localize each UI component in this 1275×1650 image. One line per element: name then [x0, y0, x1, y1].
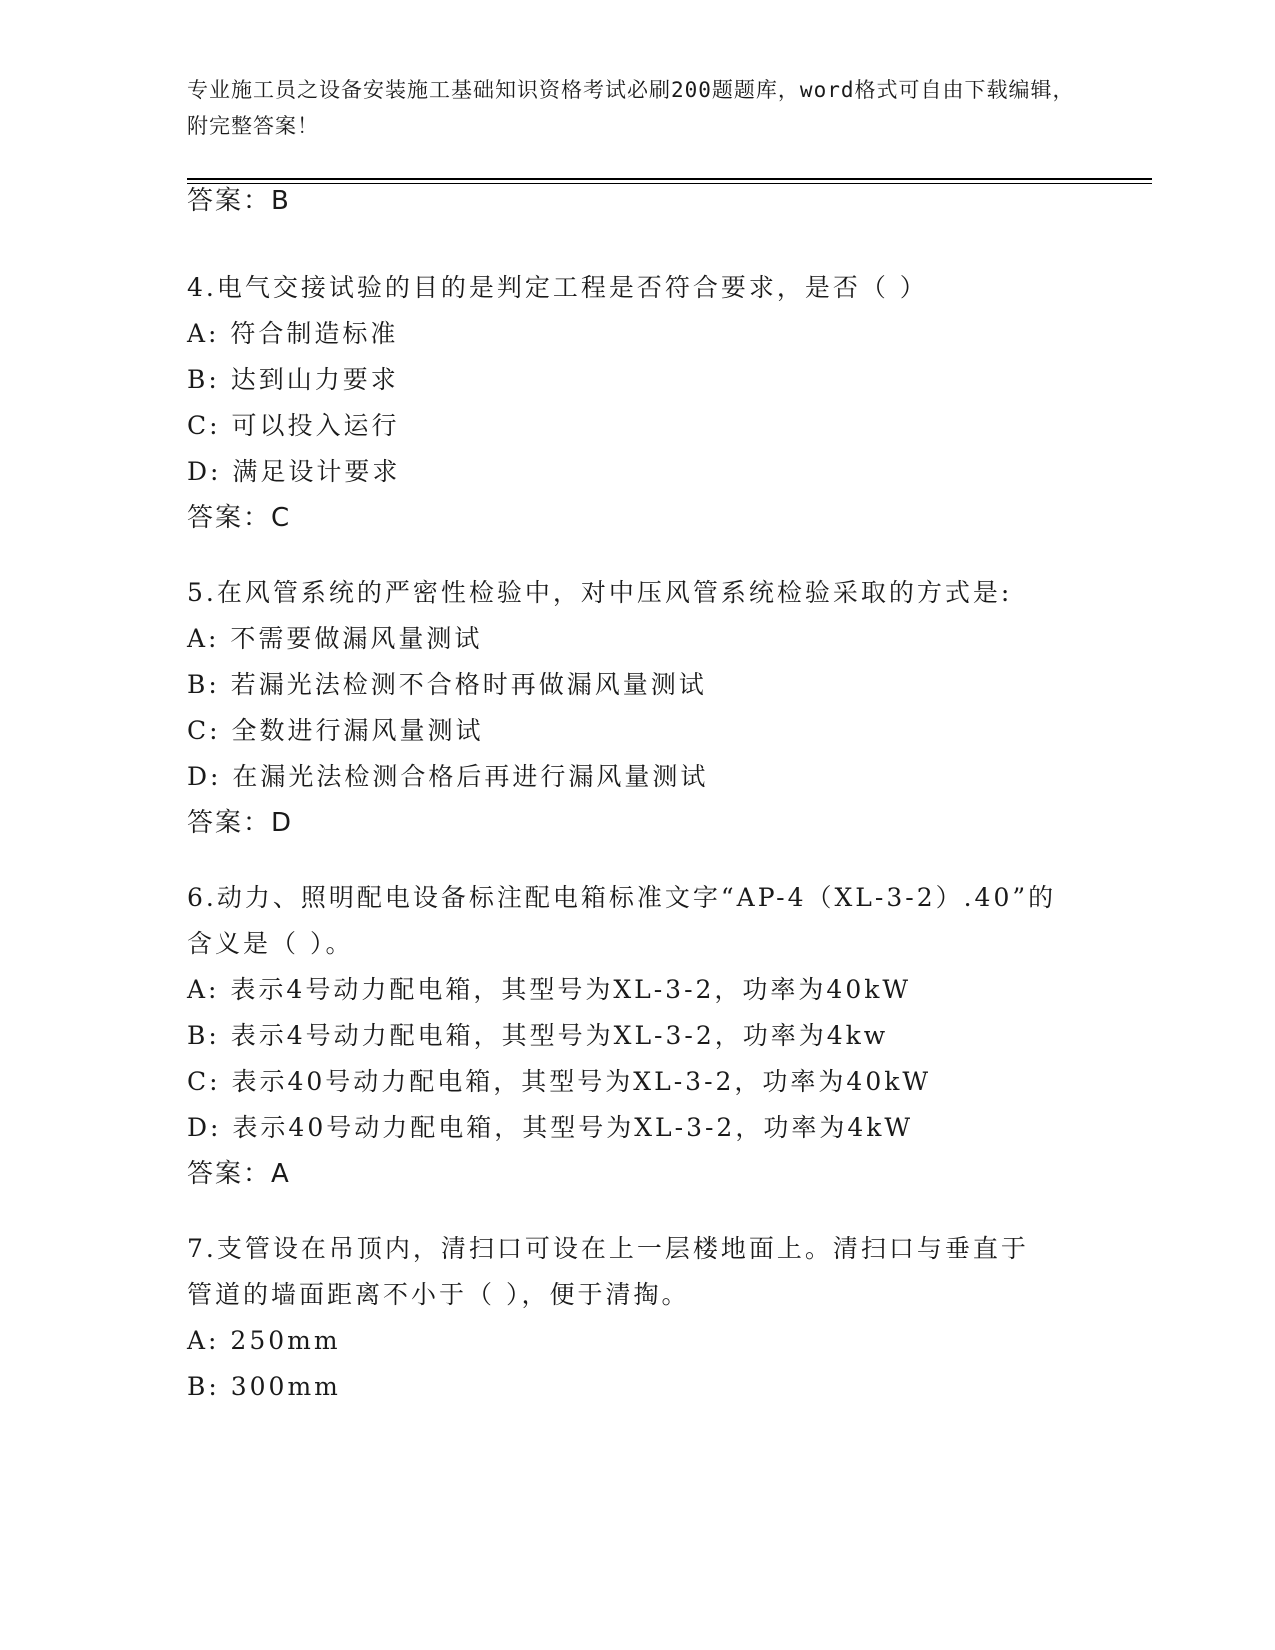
- question-7: [187, 1226, 1087, 1410]
- question-stem-line-2: 含义是（ ）。: [187, 929, 354, 958]
- question-5: [187, 570, 1087, 846]
- option-a: A: 不需要做漏风量测试: [187, 624, 483, 653]
- question-stem-line-2: 管道的墙面距离不小于（ ），便于清掏。: [187, 1280, 690, 1309]
- option-c: C: 可以投入运行: [187, 411, 400, 440]
- question-stem: 4.电气交接试验的目的是判定工程是否符合要求，是否（ ）: [187, 273, 928, 302]
- option-a: A: 符合制造标准: [187, 319, 399, 348]
- option-b: B: 表示4号动力配电箱，其型号为XL-3-2，功率为4kw: [187, 1021, 889, 1050]
- option-d: D: 表示40号动力配电箱，其型号为XL-3-2，功率为4kW: [187, 1113, 914, 1142]
- option-a: A: 250mm: [187, 1326, 341, 1355]
- answer-line: 答案：A: [187, 1159, 291, 1189]
- answer-line: 答案：D: [187, 808, 294, 838]
- option-d: D: 在漏光法检测合格后再进行漏风量测试: [187, 762, 709, 791]
- option-a: A: 表示4号动力配电箱，其型号为XL-3-2，功率为40kW: [187, 975, 912, 1004]
- option-b: B: 达到山力要求: [187, 365, 399, 394]
- previous-answer-block: [187, 178, 1087, 224]
- answer-line: 答案：B: [187, 186, 291, 216]
- question-6: [187, 875, 1087, 1197]
- option-d: D: 满足设计要求: [187, 457, 401, 486]
- document-header: 专业施工员之设备安装施工基础知识资格考试必刷200题题库，word格式可自由下载编辑，附完整答案！: [187, 78, 1075, 138]
- question-stem: 5.在风管系统的严密性检验中，对中压风管系统检验采取的方式是:: [187, 578, 1013, 607]
- option-b: B: 若漏光法检测不合格时再做漏风量测试: [187, 670, 707, 699]
- question-stem-line-1: 6.动力、照明配电设备标注配电箱标准文字“AP-4（XL-3-2）.40”的: [187, 883, 1057, 912]
- question-stem-line-1: 7.支管设在吊顶内，清扫口可设在上一层楼地面上。清扫口与垂直于: [187, 1234, 1029, 1263]
- option-b: B: 300mm: [187, 1372, 341, 1401]
- option-c: C: 表示40号动力配电箱，其型号为XL-3-2，功率为40kW: [187, 1067, 932, 1096]
- option-c: C: 全数进行漏风量测试: [187, 716, 484, 745]
- answer-line: 答案：C: [187, 503, 292, 533]
- question-4: [187, 265, 1087, 541]
